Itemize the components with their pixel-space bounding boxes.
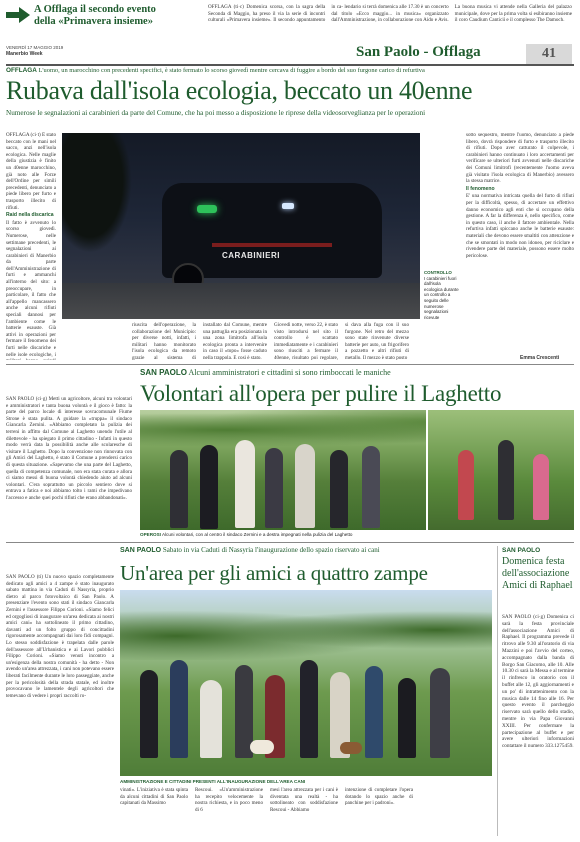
sidebar-body: SAN PAOLO (ci·g) Domenica ci sarà la festa provinciale dell'associazione Amici di Raphael. Il programma prevede il ritrovo alle 9.30 all'oratorio di via Mazzini e poi l'avvio del corteo, accompagnato dalla banda di Borgo San Giacomo, alle 10. Alle 10.30 ci sarà la Messa e al termine il rinfresco in oratorio con il buffet alle 12, gli aggiornamenti e un po' di intrattenimento con la musica dalle 14 fino alle 16. Per questo evento il parcheggio riservato sarà quello dello stadio, mentre in via Papa Giovanni XXIII. Per confermare la partecipazione al buffet e per avere ulteriori informazioni contattare il numero 333.1275459. [502, 614, 574, 750]
article3-col5: intenzione di completare l'opera dotando lo spazio anche di panchine per i padroni». [345, 787, 413, 807]
article1-col1: OFFLAGA (ci·t) È stato beccato con le mani nel sacco, anzi nell'isola ecologica. Nelle maglie della giustizia è finito un 40enne marocchino, già noto alle Forze dell'Ordine per simili precedenti, denunciato a piede libero per furto e trasporto illecito di rifiuti. Raid nella discarica Il fatto è avvenuto lo scorso giovedì. Numerose, nelle settimane precedenti, le segnalazioni ai carabinieri di Manerbio da parte dell'Amministrazione di furti e ammanchi all'interno del sito: a preoccupare, in particolare, il fatto che all'appello mancassero anche alcuni rifiuti speciali dannosi per l'ambiente come le batterie esauste. Già attivi in operazioni per fermare il fenomeno dei furti nelle discariche e nelle isole ecologiche, i [6, 132, 56, 358]
car-side-label: CARABINIERI [222, 251, 280, 260]
trees [120, 600, 492, 660]
issue-date: VENERDÌ 17 MAGGIO 2019 [6, 45, 64, 50]
article1-col3: installato dal Comune, mentre una pattuglia era posizionata in una zona limitrofa all'isola ecologica pronta a intervenire in caso il «topo» fosse caduto nella trappola. E così è stato. [203, 322, 267, 360]
car-door-stripe [212, 243, 332, 247]
inset-person-3 [533, 454, 549, 520]
article1-deck: Numerose le segnalazioni ai carabinieri da parte del Comune, che ha poi messo a disposizione le riprese della videosorveglianza per le operazioni [6, 109, 426, 117]
person-5 [295, 444, 315, 528]
ground [62, 283, 420, 319]
page-number: 41 [526, 44, 572, 64]
inset-photo [426, 410, 574, 530]
article3-headline: Un'area per gli amici a quattro zampe [120, 561, 428, 585]
car-lights [197, 205, 217, 213]
sidebar-divider [497, 546, 498, 836]
article3-col1: SAN PAOLO (ti) Un nuovo spazio completamente dedicato agli amici a 4 zampe è stato inaugurato sabato mattina in via Caduti di Nassyria, proprio dietro al parco fotovoltaico di San Paolo. A presenziare l'evento sono stati il sindaco Giancarla Zernini e l'assessore Filippo Corioni. «Siamo felici ed orgogliosi di inaugurare un'area dedicata ai nostri amici cani» ha sottolineato il primo cittadino, davanti ad un folto gruppo di concittadini rigorosamente accompagnati dai loro fidi compagni. Lo stesso soddisfazione è trapelata dalle parole dell'assessore all'Urbanistica e ai Lavori pubblici Filippo Corioni. «Siamo venuti incontro a un'esigenza della nostra comunità - ha detto - Non avendo un'area attrezzata, i cani non potevano essere liberati facilmente durante le loro passeggiate, anche per la pericolosità della strada statale, ed inoltre provocavano le lamentele degli agricoltori che temevano di vedere i propri raccolti ro- [6, 574, 114, 699]
car-lights-2 [282, 203, 294, 209]
article1-kicker-line: OFFLAGA L'uomo, un marocchino con precedenti specifici, è stato fermato lo scorso giovedì mentre cercava di fuggire a bordo del suo furgone carico di refurtiva [6, 67, 425, 74]
article2-headline: Volontari all'opera per pulire il Laghetto [140, 381, 502, 406]
teaser-body: OFFLAGA (ti·c) Domenica scorsa, con la sagra della Seconda di Maggio, ha preso il via la serie di incontri culturali «Primavera insieme». Il secondo appuntamento in ca- lendario si terrà domenica alle 17.30 è un concerto dal titolo «Ecco maggio... in musica» organizzato dall'Amministrazione, in collaborazione con Aido e Avis. La buona musica vi attende nella Galleria del palazzo municipale, dove per la prima volta si esibiranno insieme il coro Caudium Canticii e il complesso The Damoch. [208, 4, 572, 24]
person-2 [200, 445, 218, 529]
person-1 [170, 450, 188, 528]
section-title: San Paolo - Offlaga [356, 44, 481, 60]
tree-silhouette [62, 133, 132, 253]
sidebar-headline: Domenica festa dell'associazione Amici di Raphael [502, 556, 573, 591]
person-h [365, 666, 383, 758]
person-b [170, 660, 188, 758]
article1-col5: si dava alla fuga con il suo furgone. Nel retro del mezzo sono state rinvenute diverse batterie per auto, un frigorifero a pozzetto e altri rifiuti di metallo. Il mezzo è stato posto [345, 322, 409, 360]
article3-kicker-line: SAN PAOLO Sabato in via Caduti di Nassyria l'inaugurazione dello spazio riservato ai cani [120, 546, 380, 554]
article3-col3: Rescoui. «Un'amministrazione ha recepito velocemente la nostra richiesta, e in poco meno di 6 [195, 787, 263, 813]
article3-col2: vinati». L'iniziativa è stata spinta da alcuni cittadini di San Paolo capitanati da Massimo [120, 787, 188, 807]
article1-photo-caption: CONTROLLO I carabinieri fuori dall'isola ecologica durante un controllo a seguito delle numerose segnalazioni ricevute [424, 270, 459, 320]
article1-byline: Emma Crescenti [520, 355, 560, 361]
article2-kicker-line: SAN PAOLO Alcuni amministratori e cittadini si sono rimboccati le maniche [140, 368, 391, 377]
article1-col4: Giovedì notte, verso 22, è stato visto introdursi nel sito il controllo è scattato immediatamente e i carabinieri sono riusciti a fermare il 40enne, risultato poi regolare, [274, 322, 338, 360]
article2-divider [6, 542, 574, 543]
person-4 [265, 448, 283, 528]
masthead-divider [6, 64, 574, 66]
volunteers-photo [140, 410, 574, 530]
dog-1 [250, 740, 274, 754]
person-c [200, 680, 222, 758]
person-a [140, 670, 158, 758]
article1-col2: riuscita dell'operazione, la collaborazione del Municipio: per diverse notti, infatti, i militari hanno monitorato l'isola ecologica da remoto grazie al sistema di [132, 322, 196, 360]
teaser-headline: A Offlaga il secondo evento della «Primavera insieme» [34, 4, 156, 27]
carabinieri-photo [62, 133, 420, 319]
article3-col4: mesi l'area attrezzata per i cani è diventata una realtà - ha sottolineato con soddisfazione Rescoui - Abbiamo [270, 787, 338, 813]
person-j [430, 668, 450, 758]
teaser-arrow-icon [6, 7, 30, 23]
article2-col1: SAN PAOLO (ci·g) Metti un agricoltore, alcuni tra volontari e amministratori e tanta buona volontà e il gioco è fatto: la parte del parco locale di interesse sovracomunale Fiume Strone è stata pulita. A guidare la «truppa» il sindaco Giancarla Zernini. «Abbiamo completato la pulizia dei terreni in affitto dal Comune al Laghetto unendo l'utile al dilettevole - ha spiegato il primo cittadino - Infatti in questo modo verrà data la possibilità anche alle scolaresche di visitare il Laghetto. Dopo la convenzione non rinnovata con gli Amici del Laghetto, è stato il Comune a prendersi carico di questa situazione. «Sapevamo che una parte del Laghetto, quella di competenza comunale, non era stata curata e allora ci siamo messi di buona volontà chiedendo aiuto ad alcuni volontari. C'era soprattutto un piccolo sentiero dove si entrava a fatica e noi abbiamo tolto i rami che impedivano l'accesso e anche quei pochi rifiuti che erano abbandonati». [6, 396, 132, 501]
sidebar-kicker: SAN PAOLO [502, 547, 541, 554]
dog-area-photo [120, 590, 492, 776]
person-7 [362, 446, 380, 528]
person-6 [330, 450, 348, 528]
paper-name: Manerbio Week [6, 51, 43, 57]
article2-photo-caption: OPEROSI Alcuni volontari, con al centro il sindaco Zernini e a destra impegnati nella pulizia del Laghetto [140, 532, 353, 537]
person-f [300, 660, 318, 758]
article1-headline: Rubava dall'isola ecologia, beccato un 40enne [6, 76, 473, 105]
person-3 [235, 440, 255, 528]
article3-photo-caption: AMMINISTRAZIONE E CITTADINI PRESENTI ALL'INAUGURAZIONE DELL'AREA CANI [120, 779, 306, 784]
dog-2 [340, 742, 362, 754]
group-people [140, 660, 470, 760]
inset-person-1 [458, 450, 474, 520]
inset-person-2 [498, 440, 514, 520]
article1-divider [6, 364, 574, 365]
article1-col6: sotto sequestro, mentre l'uomo, denunciato a piede libero, dovrà rispondere di furto e trasporto illecito di rifiuti. Dopo aver catturato il colpevole, i carabinieri hanno continuato i loro accertamenti per verificare se ulteriori furti avvenuti nelle discariche dei Comuni limitrofi (recentemente l'uomo aveva già visitato l'isola ecologica di Manerbio) avessero la stessa matrice. Il fenomeno E' una normativa intricata quella del furto di rifiuti per la difficoltà, spesso, di accertare un effettivo danno economico agli enti che si occupano della gestione. A far la differenza è, nello specifico, come in questo caso, il anche il fattore ambientale. Nella refurtiva infatti spiccano anche le batterie esauste: materiali che devono essere smaltiti con attenzione e che se smontati in modo non idoneo, per riciclare e rivendere parte del materiale, possono essere molto pericolose. [466, 132, 574, 259]
person-i [398, 678, 416, 758]
